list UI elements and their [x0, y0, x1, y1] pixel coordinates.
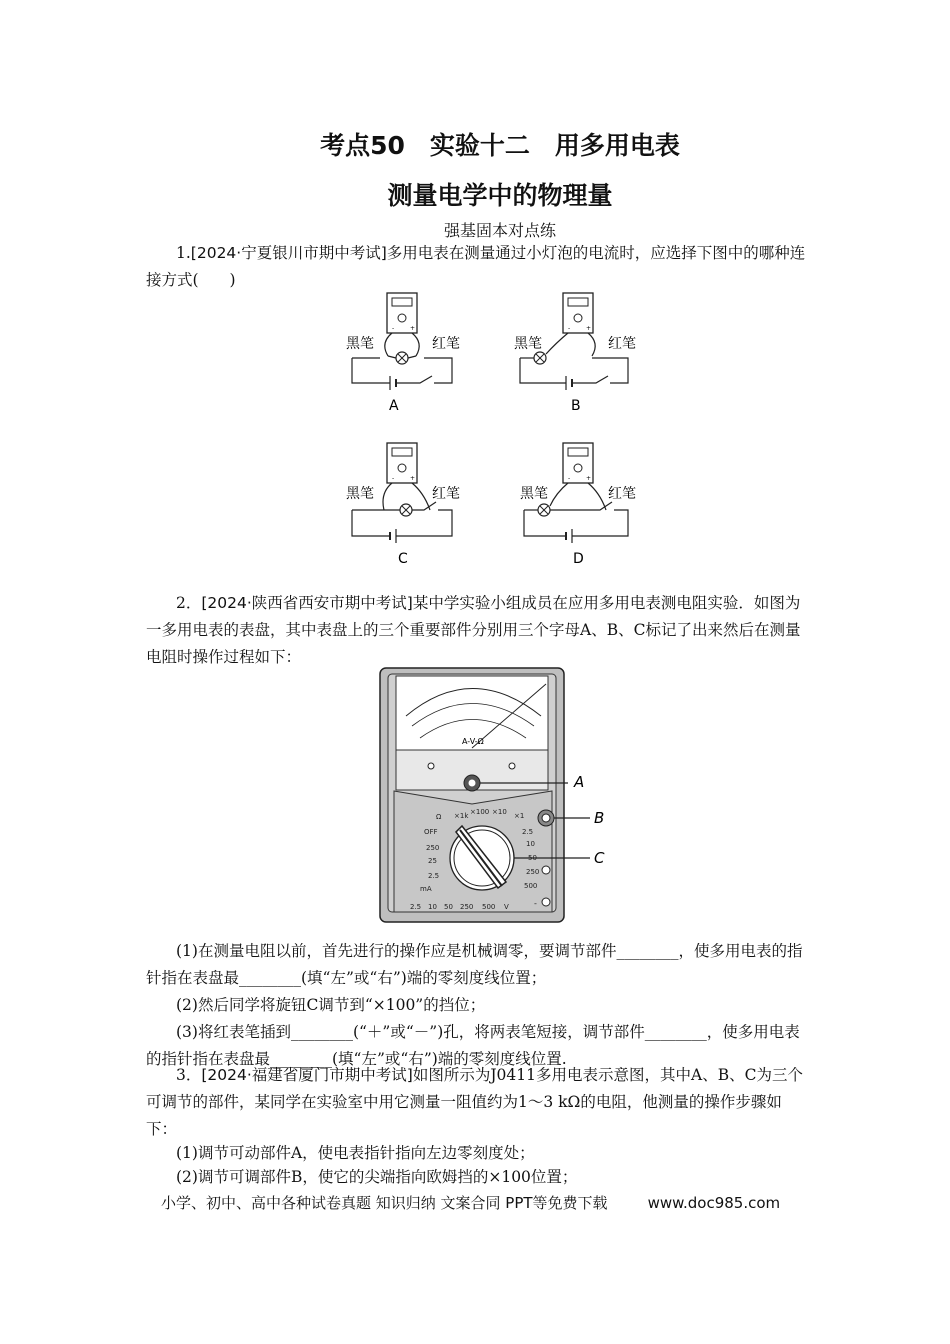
title-line-1: 考点50 实验十二 用多用电表	[320, 131, 680, 160]
svg-text:250: 250	[426, 844, 440, 852]
circuit-c	[346, 443, 460, 567]
svg-text:2.5: 2.5	[428, 872, 440, 880]
q3-source: [2024·福建省厦门市期中考试]	[201, 1066, 413, 1084]
label-a: A	[574, 773, 585, 791]
svg-text:2.5: 2.5	[522, 828, 534, 836]
red-pen-label-b: 红笔	[608, 336, 636, 352]
svg-text:500: 500	[524, 882, 538, 890]
svg-text:mA: mA	[420, 885, 432, 893]
q2-step-1: (1)在测量电阻以前，首先进行的操作应是机械调零，要调节部件________，使多用电表的指针指在表盘最________(填“左”或“右”)端的零刻度线位置；	[146, 942, 803, 987]
svg-text:+: +	[410, 325, 416, 332]
svg-text:+: +	[410, 475, 416, 482]
red-pen-label-d: 红笔	[608, 486, 636, 502]
svg-text:-: -	[534, 899, 537, 908]
q2-source: [2024·陕西省西安市期中考试]	[201, 594, 413, 612]
option-b-label: B	[571, 398, 581, 414]
circuit-b	[514, 293, 636, 414]
svg-text:×100: ×100	[470, 808, 490, 816]
svg-text:+: +	[586, 475, 592, 482]
svg-text:Ω: Ω	[436, 813, 442, 821]
svg-text:-: -	[568, 475, 571, 482]
dial-label: A-V-Ω	[462, 737, 484, 746]
label-c: C	[594, 849, 605, 867]
svg-text:-: -	[392, 325, 395, 332]
q2-step-2: (2)然后同学将旋钮C调节到“×100”的挡位；	[176, 996, 486, 1014]
svg-text:10: 10	[428, 903, 437, 911]
q1-text: 多用电表在测量通过小灯泡的电流时，应选择下图中的哪种连接方式( )	[146, 244, 806, 289]
circuit-a	[346, 293, 460, 414]
svg-text:500: 500	[482, 903, 496, 911]
multimeter-figure	[376, 666, 636, 924]
red-pen-label-a: 红笔	[432, 336, 460, 352]
black-pen-label-a: 黑笔	[346, 336, 374, 352]
page-footer	[161, 1192, 820, 1213]
black-pen-label-d: 黑笔	[520, 486, 548, 502]
footer-url: www.doc985.com	[647, 1194, 781, 1212]
q2-number: 2．	[176, 594, 202, 612]
svg-text:250: 250	[526, 868, 540, 876]
svg-text:250: 250	[460, 903, 474, 911]
q1-source: [2024·宁夏银川市期中考试]	[190, 244, 387, 262]
svg-text:50: 50	[444, 903, 453, 911]
q3-number: 3．	[176, 1066, 202, 1084]
section-title: 强基固本对点练	[443, 221, 556, 240]
question-3	[146, 1062, 808, 1143]
q3-step-2: (2)调节可调部件B，使它的尖端指向欧姆挡的×100位置；	[176, 1168, 578, 1186]
q3-step-1: (1)调节可动部件A，使电表指针指向左边零刻度处；	[176, 1144, 535, 1162]
title-line-2: 测量电学中的物理量	[387, 181, 613, 210]
question-2	[146, 590, 808, 671]
svg-text:-: -	[568, 325, 571, 332]
svg-text:×1: ×1	[514, 812, 525, 820]
svg-text:10: 10	[526, 840, 535, 848]
q2-text: 某中学实验小组成员在应用多用电表测电阻实验．如图为一多用电表的表盘，其中表盘上的三个重要部件分别用三个字母A、B、C标记了出来然后在测量电阻时操作过程如下：	[146, 594, 801, 666]
option-d-label: D	[573, 551, 584, 567]
svg-text:OFF: OFF	[424, 828, 438, 836]
q3-text: 如图所示为J0411多用电表示意图，其中A、B、C为三个可调节的部件，某同学在实验室中用它测量一阻值约为1～3 kΩ的电阻，他测量的操作步骤如下：	[146, 1066, 803, 1138]
label-b: B	[594, 809, 605, 827]
question-1	[146, 240, 808, 294]
svg-text:2.5: 2.5	[410, 903, 422, 911]
q2-step-3: (3)将红表笔插到________(“＋”或“－”)孔，将两表笔短接，调节部件________，使多用电表的指针指在表盘最________(填“左”或“右”)端的零刻度线位置.	[146, 1023, 800, 1068]
svg-text:25: 25	[428, 857, 437, 865]
black-pen-label-b: 黑笔	[514, 336, 542, 352]
q1-number: 1.	[176, 244, 191, 262]
svg-text:×1k: ×1k	[454, 812, 469, 820]
svg-text:×10: ×10	[492, 808, 507, 816]
circuit-d	[520, 443, 636, 567]
footer-left-text: 小学、初中、高中各种试卷真题 知识归纳 文案合同 PPT等免费下载	[161, 1194, 608, 1212]
q1-circuit-figure	[340, 288, 660, 568]
black-pen-label-c: 黑笔	[346, 486, 374, 502]
option-a-label: A	[389, 398, 399, 414]
red-pen-label-c: 红笔	[432, 486, 460, 502]
option-c-label: C	[398, 551, 408, 567]
svg-text:-: -	[392, 475, 395, 482]
svg-text:50: 50	[528, 854, 537, 862]
svg-text:+: +	[586, 325, 592, 332]
svg-text:V: V	[504, 903, 509, 911]
